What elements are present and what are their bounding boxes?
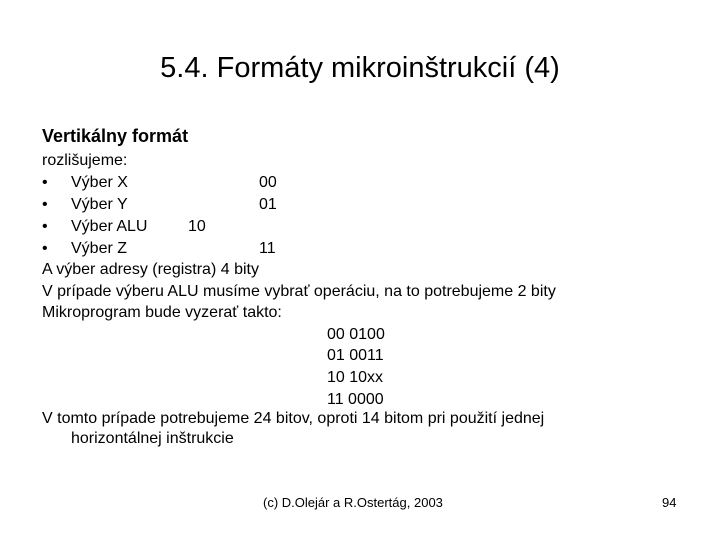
- intro-text: rozlišujeme:: [42, 152, 128, 169]
- bullet-icon: •: [42, 196, 48, 213]
- program-intro: Mikroprogram bude vyzerať takto:: [42, 304, 282, 321]
- conclusion-text-continued: horizontálnej inštrukcie: [71, 430, 234, 447]
- item-code: 10: [188, 218, 206, 235]
- program-line: 11 0000: [327, 391, 384, 408]
- page-number: 94: [662, 495, 677, 510]
- bullet-icon: •: [42, 174, 48, 191]
- item-label: Výber X: [71, 174, 128, 191]
- bullet-icon: •: [42, 218, 48, 235]
- section-heading: Vertikálny formát: [42, 126, 189, 146]
- slide-title: 5.4. Formáty mikroinštrukcií (4): [160, 52, 560, 84]
- bullet-icon: •: [42, 240, 48, 257]
- item-code: 11: [259, 240, 276, 257]
- address-text: A výber adresy (registra) 4 bity: [42, 261, 259, 278]
- program-line: 00 0100: [327, 326, 385, 343]
- conclusion-text: V tomto prípade potrebujeme 24 bitov, oproti 14 bitom pri použití jednej: [42, 410, 545, 427]
- footer-credit: (c) D.Olejár a R.Ostertág, 2003: [263, 495, 443, 510]
- item-label: Výber ALU: [71, 218, 148, 235]
- item-label: Výber Z: [71, 240, 128, 257]
- item-label: Výber Y: [71, 196, 128, 213]
- item-code: 01: [259, 196, 277, 213]
- program-line: 01 0011: [327, 347, 384, 364]
- alu-text: V prípade výberu ALU musíme vybrať operáciu, na to potrebujeme 2 bity: [42, 283, 556, 300]
- program-line: 10 10xx: [327, 369, 384, 386]
- item-code: 00: [259, 174, 277, 191]
